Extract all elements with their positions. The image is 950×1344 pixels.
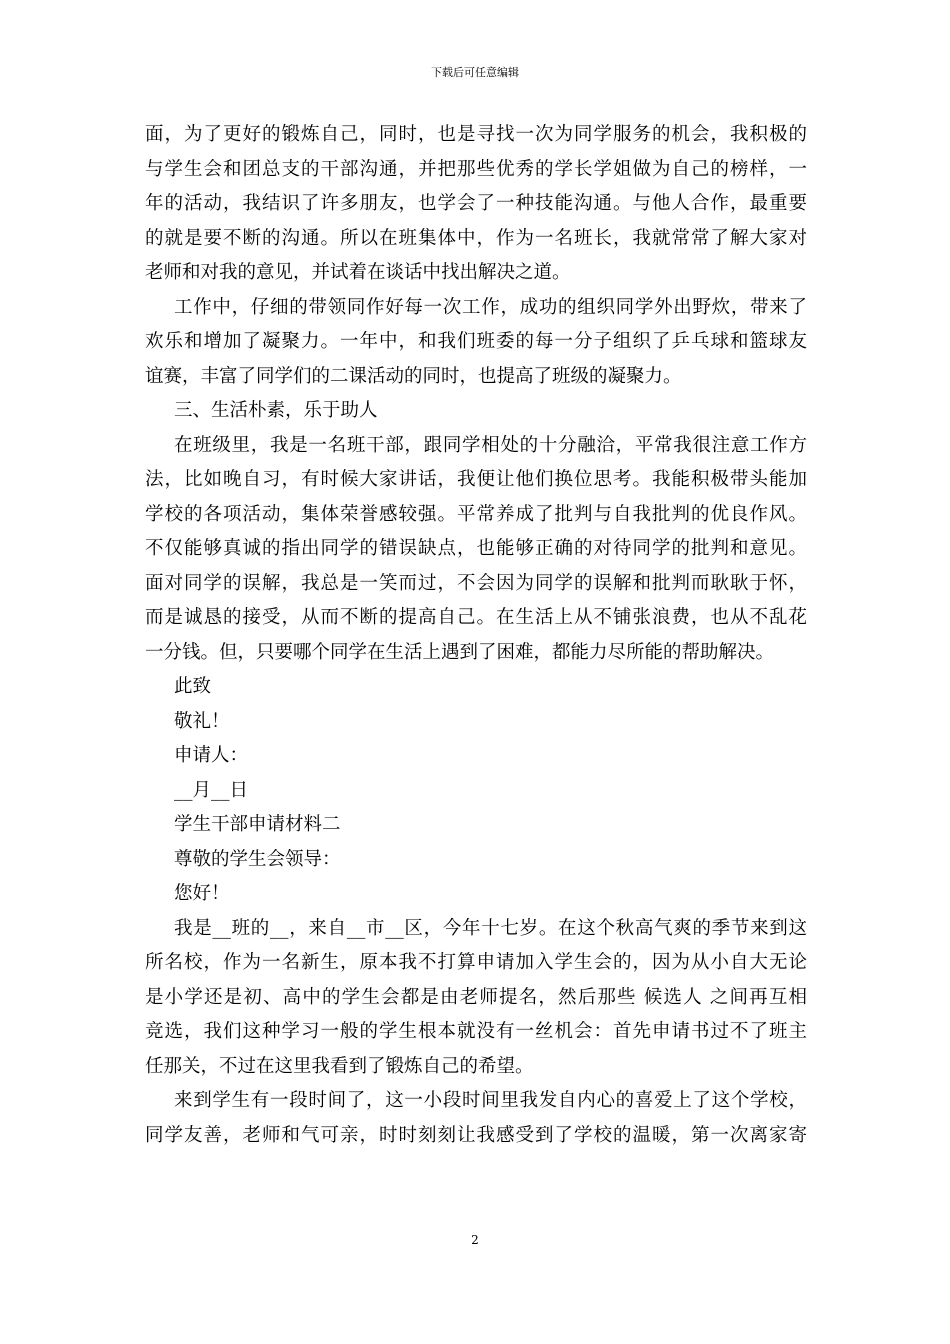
document-body <box>145 118 807 1153</box>
page-number: 2 <box>471 1233 479 1247</box>
text-line: 来到学生有一段时间了，这一小段时间里我发自内心的喜爱上了这个学校， <box>174 1090 807 1111</box>
section-title: 学生干部申请材料二 <box>174 814 341 835</box>
page-header: 下载后可任意编辑 <box>431 66 519 79</box>
text-line: 所名校，作为一名新生，原本我不打算申请加入学生会的，因为从小自大无论 <box>145 952 807 973</box>
applicant-line: 申请人： <box>174 745 249 766</box>
text-line: 老师和对我的意见，并试着在谈话中找出解决之道。 <box>145 262 571 283</box>
closing-line: 敬礼！ <box>174 710 230 732</box>
text-line: 与学生会和团总支的干部沟通，并把那些优秀的学长学姐做为自己的榜样，一 <box>145 158 807 180</box>
text-line: 面对同学的误解，我总是一笑而过，不会因为同学的误解和批判而耿耿于怀， <box>145 572 807 594</box>
text-line: 在班级里，我是一名班干部，跟同学相处的十分融洽，平常我很注意工作方 <box>174 434 807 456</box>
text-line: 任那关，不过在这里我看到了锻炼自己的希望。 <box>145 1055 534 1077</box>
salutation-line: 尊敬的学生会领导： <box>174 848 341 870</box>
text-line: 的就是要不断的沟通。所以在班集体中，作为一名班长，我就常常了解大家对 <box>145 227 807 249</box>
section-heading: 三、生活朴素，乐于助人 <box>174 400 378 421</box>
text-line: 年的活动，我结识了许多朋友，也学会了一种技能沟通。与他人合作，最重要 <box>145 193 807 214</box>
text-line: 法，比如晚自习，有时候大家讲话，我便让他们换位思考。我能积极带头能加 <box>145 469 807 490</box>
text-line: 面，为了更好的锻炼自己，同时，也是寻找一次为同学服务的机会，我积极的 <box>145 124 807 145</box>
date-line: __月__日 <box>174 779 249 801</box>
text-line: 而是诚恳的接受，从而不断的提高自己。在生活上从不铺张浪费，也从不乱花 <box>145 607 807 628</box>
text-line: 我是__班的__，来自__市__区，今年十七岁。在这个秋高气爽的季节来到这 <box>174 917 807 939</box>
text-line: 是小学还是初、高中的学生会都是由老师提名，然后那些 候选人 之间再互相 <box>145 986 807 1008</box>
closing-line: 此致 <box>174 676 212 697</box>
text-line: 谊赛，丰富了同学们的二课活动的同时，也提高了班级的凝聚力。 <box>145 365 682 387</box>
text-line: 同学友善，老师和气可亲，时时刻刻让我感受到了学校的温暖，第一次离家寄 <box>145 1124 807 1146</box>
text-line: 工作中，仔细的带领同作好每一次工作，成功的组织同学外出野炊，带来了 <box>174 296 807 318</box>
text-line: 不仅能够真诚的指出同学的错误缺点，也能够正确的对待同学的批判和意见。 <box>145 538 807 559</box>
text-line: 竞选，我们这种学习一般的学生根本就没有一丝机会：首先申请书过不了班主 <box>145 1021 807 1042</box>
text-line: 欢乐和增加了凝聚力。一年中，和我们班委的每一分子组织了乒乓球和篮球友 <box>145 331 807 352</box>
greeting-line: 您好！ <box>174 883 230 904</box>
text-line: 一分钱。但，只要哪个同学在生活上遇到了困难，都能力尽所能的帮助解决。 <box>145 641 775 663</box>
text-line: 学校的各项活动，集体荣誉感较强。平常养成了批判与自我批判的优良作风。 <box>145 503 807 525</box>
